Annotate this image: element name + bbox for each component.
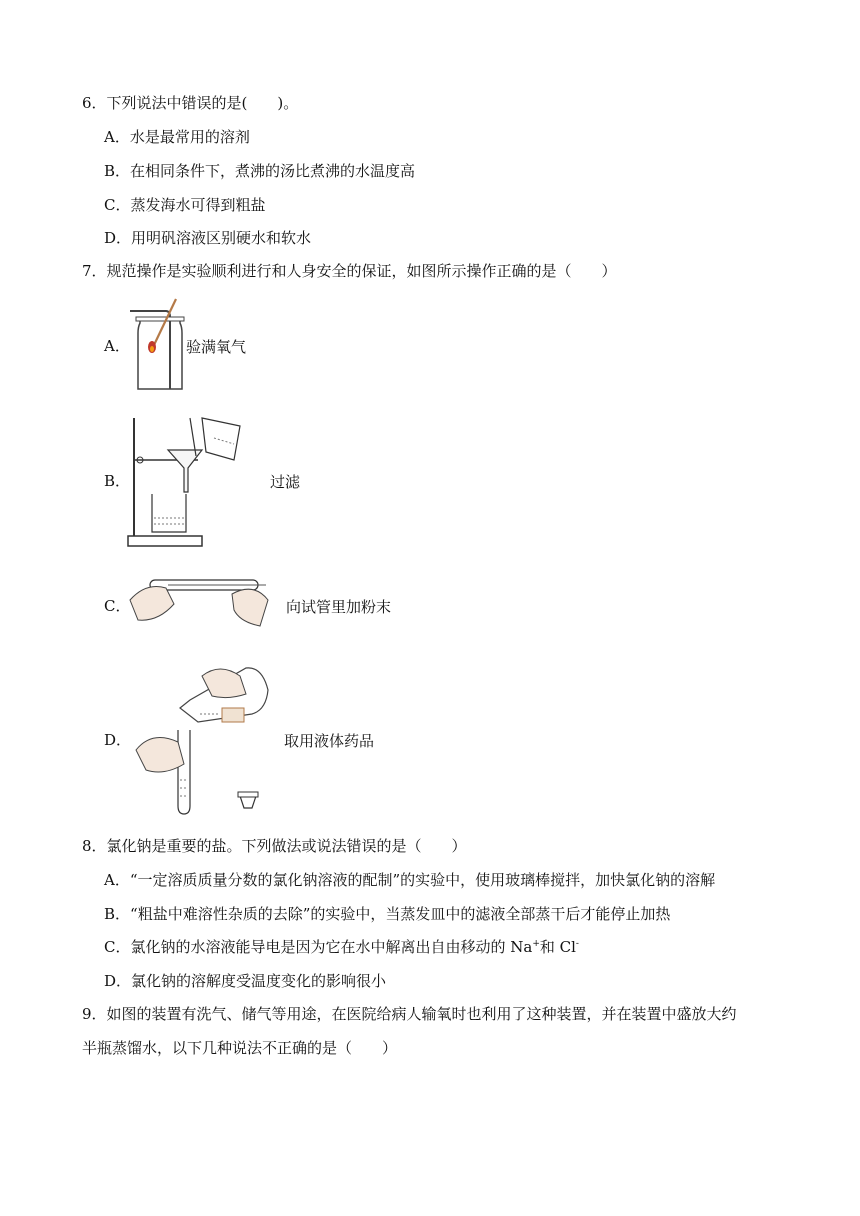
question-8-option-b: B．“粗盐中难溶性杂质的去除”的实验中，当蒸发皿中的滤液全部蒸干后才能停止加热 (104, 905, 671, 923)
question-7-option-b-label: B． (104, 472, 131, 490)
question-7-option-d-caption: 取用液体药品 (284, 732, 375, 750)
question-9-stem-line-2: 半瓶蒸馏水，以下几种说法不正确的是（ ） (82, 1039, 398, 1057)
question-7-option-d-label: D． (104, 731, 132, 749)
question-6-option-b: B．在相同条件下，煮沸的汤比煮沸的水温度高 (104, 162, 416, 180)
option-c-mid: 和 Cl (539, 938, 576, 956)
test-tube-powder-figure (128, 570, 274, 636)
question-9-stem-line-1: 9．如图的装置有洗气、储气等用途，在医院给病人输氧时也利用了这种装置，并在装置中盛放大约 (82, 1005, 737, 1023)
question-6-stem: 6．下列说法中错误的是( )。 (82, 94, 299, 112)
question-8-option-c (104, 937, 579, 957)
question-8-option-d: D．氯化钠的溶解度受温度变化的影响很小 (104, 972, 387, 990)
sodium-ion-charge: + (532, 939, 540, 949)
liquid-pouring-figure (128, 660, 274, 818)
question-7-option-c-caption: 向试管里加粉末 (286, 598, 392, 616)
filtration-figure (126, 412, 250, 550)
chloride-ion-charge: - (575, 939, 579, 949)
question-8-option-a: A．“一定溶质质量分数的氯化钠溶液的配制”的实验中，使用玻璃棒搅拌，加快氯化钠的溶解 (104, 871, 716, 889)
question-7-stem: 7．规范操作是实验顺利进行和人身安全的保证，如图所示操作正确的是（ ） (82, 262, 617, 280)
question-6-option-c: C．蒸发海水可得到粗盐 (104, 196, 266, 214)
question-7-option-c-label: C． (104, 597, 131, 615)
question-8-stem: 8．氯化钠是重要的盐。下列做法或说法错误的是（ ） (82, 837, 467, 855)
question-7-option-a-label: A． (104, 337, 130, 355)
option-c-text: C．氯化钠的水溶液能导电是因为它在水中解离出自由移动的 Na (104, 938, 533, 956)
question-6-option-d: D．用明矾溶液区别硬水和软水 (104, 229, 312, 247)
question-6-option-a: A．水是最常用的溶剂 (104, 128, 250, 146)
question-7-option-b-caption: 过滤 (270, 473, 301, 491)
oxygen-bottle-figure (126, 297, 186, 393)
question-7-option-a-caption: 验满氧气 (186, 338, 247, 356)
